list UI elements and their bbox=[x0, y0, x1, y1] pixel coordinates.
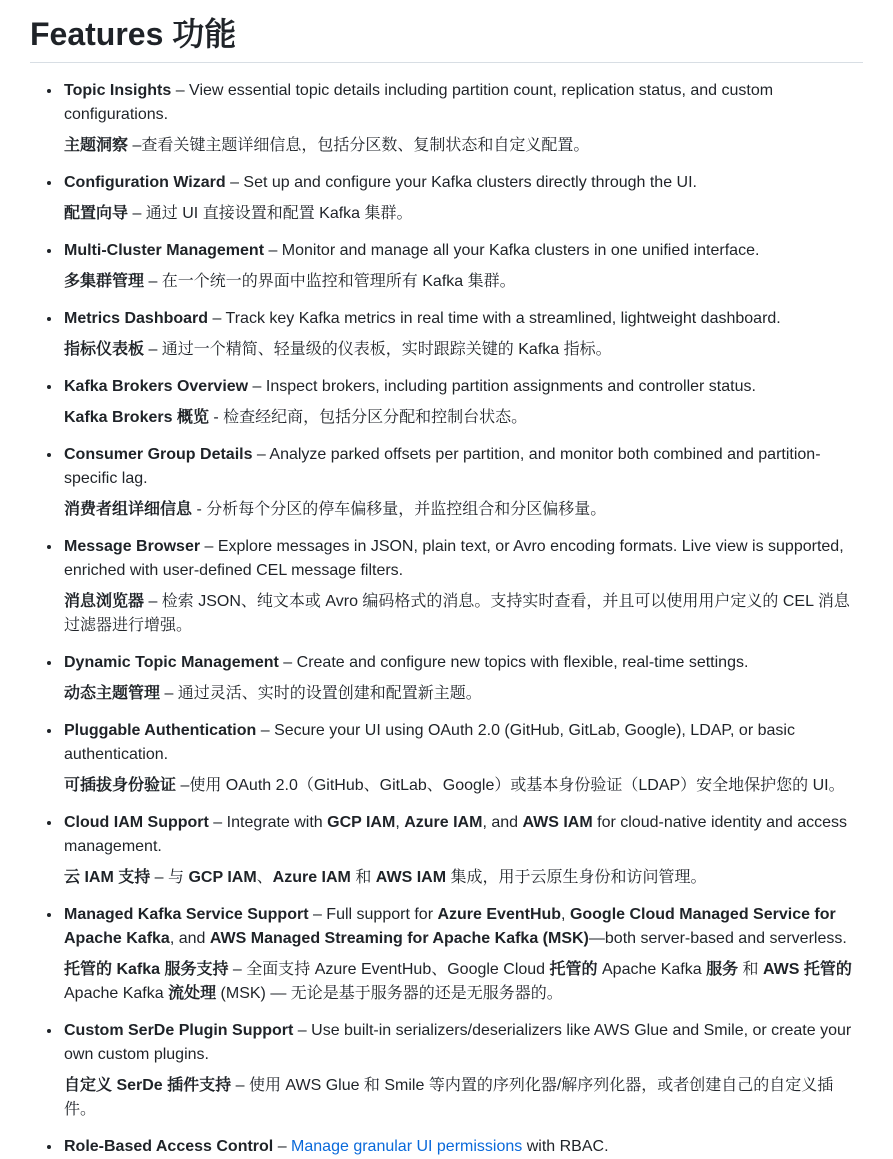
feature-paragraph-en bbox=[64, 375, 863, 399]
feature-item bbox=[62, 443, 863, 522]
feature-term: Azure EventHub bbox=[437, 906, 562, 923]
feature-term: AWS IAM bbox=[522, 814, 593, 831]
feature-item bbox=[62, 903, 863, 1006]
feature-item bbox=[62, 651, 863, 706]
feature-description: – Track key Kafka metrics in real time with a streamlined, lightweight dashboard. bbox=[208, 310, 781, 327]
feature-term: 服务 bbox=[706, 961, 739, 978]
feature-paragraph-en bbox=[64, 719, 863, 767]
feature-description: – 通过灵活、实时的设置创建和配置新主题。 bbox=[160, 685, 482, 702]
feature-paragraph-zh bbox=[64, 134, 863, 158]
feature-term: 消息浏览器 bbox=[64, 593, 145, 610]
feature-paragraph-en bbox=[64, 79, 863, 127]
feature-description: – Analyze parked offsets per partition, and monitor both combined and partition-specific lag. bbox=[64, 446, 821, 487]
feature-description: – Set up and configure your Kafka clusters directly through the UI. bbox=[225, 174, 697, 191]
feature-description: – Inspect brokers, including partition assignments and controller status. bbox=[248, 378, 756, 395]
page-title: Features 功能 bbox=[30, 14, 863, 63]
feature-description: - 检查经纪商，包括分区分配和控制台状态。 bbox=[208, 409, 528, 426]
feature-term: AWS Managed Streaming for Apache Kafka (MSK) bbox=[209, 930, 589, 947]
feature-description: – bbox=[273, 1138, 292, 1155]
feature-description: – View essential topic details including partition count, replication status, and custom configurations. bbox=[64, 82, 774, 123]
feature-description: – Secure your UI using OAuth 2.0 (GitHub, GitLab, Google), LDAP, or basic authentication. bbox=[64, 722, 795, 763]
feature-description: 和 bbox=[738, 961, 763, 978]
feature-term: Role-Based Access Control bbox=[64, 1138, 274, 1155]
feature-description: Apache Kafka bbox=[64, 985, 169, 1002]
feature-item bbox=[62, 171, 863, 226]
feature-term: 配置向导 bbox=[64, 205, 129, 222]
feature-item bbox=[62, 811, 863, 890]
feature-item bbox=[62, 239, 863, 294]
feature-description: , and bbox=[482, 814, 523, 831]
feature-description: – 检索 JSON、纯文本或 Avro 编码格式的消息。支持实时查看，并且可以使用用户定义的 CEL 消息过滤器进行增强。 bbox=[64, 593, 850, 634]
feature-description: —both server-based and serverless. bbox=[588, 930, 847, 947]
feature-term: Managed Kafka Service Support bbox=[64, 906, 309, 923]
feature-term: AWS IAM bbox=[375, 869, 447, 886]
feature-description: – Full support for bbox=[308, 906, 438, 923]
feature-description: for cloud-native identity and access management. bbox=[64, 814, 848, 855]
feature-paragraph-zh bbox=[64, 1074, 863, 1122]
feature-paragraph-zh bbox=[64, 682, 863, 706]
feature-description: 集成，用于云原生身份和访问管理。 bbox=[446, 869, 707, 886]
feature-item bbox=[62, 79, 863, 158]
feature-term: Azure IAM bbox=[404, 814, 483, 831]
features-list bbox=[30, 79, 863, 1159]
feature-term: Kafka Brokers Overview bbox=[64, 378, 249, 395]
feature-description: , bbox=[561, 906, 570, 923]
feature-description: with RBAC. bbox=[522, 1138, 609, 1155]
feature-paragraph-en bbox=[64, 535, 863, 583]
feature-paragraph-zh bbox=[64, 958, 863, 1006]
feature-paragraph-zh bbox=[64, 774, 863, 798]
feature-paragraph-en bbox=[64, 443, 863, 491]
feature-term: 流处理 bbox=[168, 985, 217, 1002]
feature-description: 和 bbox=[350, 869, 376, 886]
feature-description: – Create and configure new topics with flexible, real-time settings. bbox=[278, 654, 749, 671]
feature-term: 托管的 bbox=[549, 961, 598, 978]
feature-paragraph-en bbox=[64, 1019, 863, 1067]
ui-permissions-link[interactable]: Manage granular UI permissions bbox=[291, 1138, 523, 1155]
feature-term: Custom SerDe Plugin Support bbox=[64, 1022, 294, 1039]
feature-term: 多集群管理 bbox=[64, 273, 145, 290]
feature-description: – 通过 UI 直接设置和配置 Kafka 集群。 bbox=[128, 205, 413, 222]
feature-term: Google Cloud Managed Service for Apache Kafka bbox=[64, 906, 836, 947]
feature-term: Message Browser bbox=[64, 538, 201, 555]
feature-description: –使用 OAuth 2.0（GitHub、GitLab、Google）或基本身份验证（LDAP）安全地保护您的 UI。 bbox=[176, 777, 845, 794]
feature-description: – Use built-in serializers/deserializers like AWS Glue and Smile, or create your own custom plugins. bbox=[64, 1022, 852, 1063]
feature-item bbox=[62, 719, 863, 798]
feature-term: 消费者组详细信息 bbox=[64, 501, 193, 518]
feature-description: – 在一个统一的界面中监控和管理所有 Kafka 集群。 bbox=[144, 273, 516, 290]
feature-term: Pluggable Authentication bbox=[64, 722, 257, 739]
feature-paragraph-en bbox=[64, 651, 863, 675]
feature-paragraph-en bbox=[64, 239, 863, 263]
feature-description: , and bbox=[169, 930, 210, 947]
feature-item bbox=[62, 535, 863, 638]
feature-item bbox=[62, 1135, 863, 1159]
feature-paragraph-zh bbox=[64, 270, 863, 294]
feature-paragraph-en bbox=[64, 1135, 863, 1159]
feature-paragraph-en bbox=[64, 811, 863, 859]
feature-description: - 分析每个分区的停车偏移量，并监控组合和分区偏移量。 bbox=[192, 501, 607, 518]
feature-term: 可插拔身份验证 bbox=[64, 777, 177, 794]
feature-term: AWS 托管的 bbox=[762, 961, 852, 978]
feature-paragraph-zh bbox=[64, 498, 863, 522]
feature-description: 、 bbox=[256, 869, 273, 886]
feature-description: – 全面支持 Azure EventHub、Google Cloud bbox=[228, 961, 550, 978]
feature-description: –查看关键主题详细信息，包括分区数、复制状态和自定义配置。 bbox=[128, 137, 590, 154]
feature-item bbox=[62, 1019, 863, 1122]
feature-term: Topic Insights bbox=[64, 82, 172, 99]
feature-term: Multi-Cluster Management bbox=[64, 242, 265, 259]
feature-term: Metrics Dashboard bbox=[64, 310, 209, 327]
feature-item bbox=[62, 375, 863, 430]
feature-term: Cloud IAM Support bbox=[64, 814, 209, 831]
feature-description: – 通过一个精简、轻量级的仪表板，实时跟踪关键的 Kafka 指标。 bbox=[144, 341, 612, 358]
feature-description: , bbox=[395, 814, 405, 831]
feature-paragraph-zh bbox=[64, 866, 863, 890]
feature-term: 动态主题管理 bbox=[64, 685, 161, 702]
feature-term: 指标仪表板 bbox=[64, 341, 145, 358]
feature-term: Configuration Wizard bbox=[64, 174, 226, 191]
feature-term: Dynamic Topic Management bbox=[64, 654, 279, 671]
feature-term: 托管的 Kafka 服务支持 bbox=[64, 961, 229, 978]
feature-term: GCP IAM bbox=[327, 814, 396, 831]
feature-description: – Monitor and manage all your Kafka clusters in one unified interface. bbox=[264, 242, 760, 259]
feature-term: Azure IAM bbox=[272, 869, 351, 886]
feature-paragraph-en bbox=[64, 903, 863, 951]
feature-term: GCP IAM bbox=[188, 869, 257, 886]
feature-paragraph-en bbox=[64, 307, 863, 331]
feature-term: 云 IAM 支持 bbox=[64, 869, 151, 886]
feature-description: (MSK) — 无论是基于服务器的还是无服务器的。 bbox=[216, 985, 563, 1002]
feature-paragraph-zh bbox=[64, 338, 863, 362]
feature-term: Consumer Group Details bbox=[64, 446, 253, 463]
feature-description: – Integrate with bbox=[208, 814, 328, 831]
feature-description: – 与 bbox=[150, 869, 189, 886]
feature-description: – Explore messages in JSON, plain text, or Avro encoding formats. Live view is supported, enriched with user-defined CEL message filters. bbox=[64, 538, 844, 579]
feature-description: – 使用 AWS Glue 和 Smile 等内置的序列化器/解序列化器，或者创建自己的自定义插件。 bbox=[64, 1077, 834, 1118]
feature-item bbox=[62, 307, 863, 362]
feature-paragraph-zh bbox=[64, 202, 863, 226]
feature-paragraph-zh bbox=[64, 406, 863, 430]
feature-term: 自定义 SerDe 插件支持 bbox=[64, 1077, 232, 1094]
feature-paragraph-en bbox=[64, 171, 863, 195]
feature-term: Kafka Brokers 概览 bbox=[64, 409, 209, 426]
feature-paragraph-zh bbox=[64, 590, 863, 638]
feature-description: Apache Kafka bbox=[597, 961, 707, 978]
feature-term: 主题洞察 bbox=[64, 137, 129, 154]
